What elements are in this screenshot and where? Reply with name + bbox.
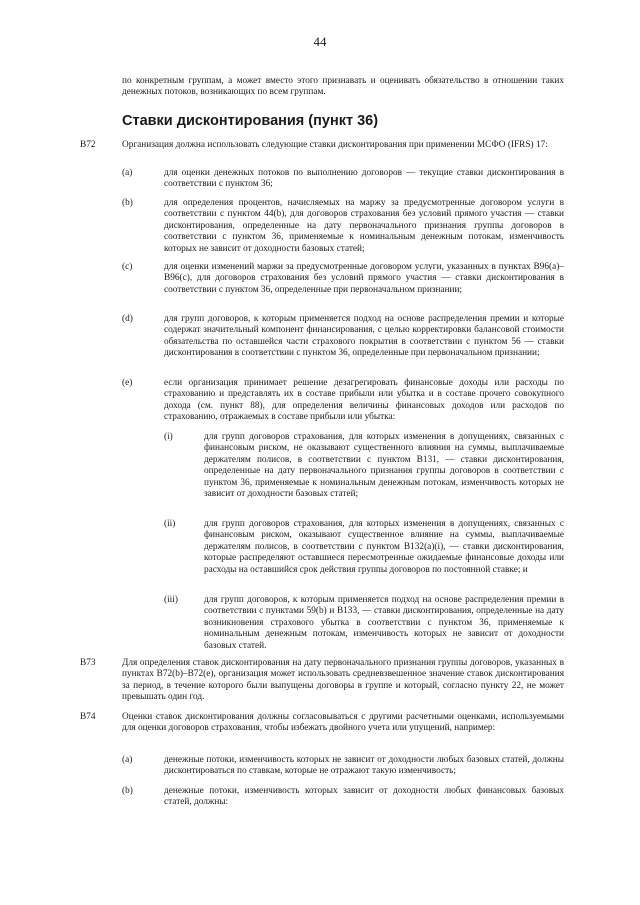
paragraph-text: Оценки ставок дисконтирования должны согласовываться с другими расчетными оценками, используемыми для оценки договоров страхования, чтобы избежать двойного учета или упущений, например:: [122, 712, 564, 734]
subitem-text: для групп договоров, к которым применяется подход на основе распределения премии в соответствии с пунктами 59(b) и B133, — ставки дисконтирования, определенные на дату возникновения страхового убытка в соответствии с пунктом 36, применяемые к номинальным денежным потокам, изменчивость которых не зависит от доходности базовых статей.: [204, 595, 564, 651]
item-text: для оценки изменений маржи за предусмотренные договором услуги, указанных в пунктах B96(a)–B96(c), для договоров страхования без условий прямого участия — ставки дисконтирования в соответствии с пунктом 36, определенные при первоначальном признании;: [164, 262, 564, 295]
paragraph-text: Организация должна использовать следующие ставки дисконтирования при применении МСФО (IFRS) 17:: [122, 140, 548, 150]
subitem-label: (ii): [164, 519, 176, 529]
section-heading: Ставки дисконтирования (пункт 36): [122, 113, 379, 129]
paragraph-text: Для определения ставок дисконтирования на дату первоначального признания группы договоров, указанных в пунктах B72(b)–B72(e), организация может использовать средневзвешенное значение ставок дисконтирования за период, в течение которого были выпущены договоры в группе и который, согласно пункту 22, не может превышать один год.: [122, 658, 564, 703]
page-number: 44: [313, 34, 327, 49]
paragraph-id: B74: [80, 712, 96, 722]
item-text: для оценки денежных потоков по выполнению договоров — текущие ставки дисконтирования в соответствии с пунктом 36;: [164, 168, 564, 190]
subitem-text: для групп договоров страхования, для которых изменения в допущениях, связанных с финансовым риском, не оказывают существенного влияния на суммы, выплачиваемые держателям полисов, в соответствии с пунктом B131, — ставки дисконтирования, определенные на дату первоначального признания группы договоров в соответствии с пунктом 36, применяемые к номинальным денежным потокам, изменчивость которых не зависит от доходности базовых статей;: [204, 432, 564, 500]
item-text: денежные потоки, изменчивость которых зависит от доходности любых финансовых базовых статей, должны:: [164, 786, 564, 808]
item-text: если организация принимает решение дезагрегировать финансовые доходы или расходы по страхованию и представлять их в составе прибыли или убытка и в составе прочего совокупного дохода (см. пункт 88), для определения величины финансовых доходов или расходов по страхованию, отражаемых в составе прибыли или убытка:: [164, 378, 564, 423]
item-text: для групп договоров, к которым применяется подход на основе распределения премии и которые содержат значительный компонент финансирования, с целью корректировки балансовой стоимости обязательства по оставшейся части страхового покрытия в соответствии с пунктом 56 — ставки дисконтирования в соответствии с пунктом 36, определенные при первоначальном признании;: [164, 314, 564, 359]
item-label: (a): [122, 755, 133, 765]
item-label: (b): [122, 198, 133, 208]
item-text: для определения процентов, начисляемых на маржу за предусмотренные договором услуги в соответствии с пунктом 44(b), для договоров страхования без условий прямого участия — ставки дисконтирования, определенные на дату первоначального признания группы договоров в соответствии с пунктом 36, применяемые к номинальным денежным потокам, изменчивость которых не зависит от доходности базовых статей;: [164, 198, 564, 254]
subitem-label: (iii): [164, 595, 178, 605]
item-label: (d): [122, 314, 133, 324]
item-label: (c): [122, 262, 133, 272]
intro-paragraph: по конкретным группам, а может вместо этого признавать и оценивать обязательство в отношении таких денежных потоков, возникающих по всем группам.: [122, 76, 564, 98]
item-label: (b): [122, 786, 133, 796]
paragraph-id: B72: [80, 140, 96, 150]
item-text: денежные потоки, изменчивость которых не зависит от доходности любых базовых статей, должны дисконтироваться по ставкам, которые не отражают такую изменчивость;: [164, 755, 564, 777]
item-label: (a): [122, 168, 133, 178]
paragraph-id: B73: [80, 658, 96, 668]
item-label: (e): [122, 378, 133, 388]
subitem-label: (i): [164, 432, 173, 442]
subitem-text: для групп договоров страхования, для которых изменения в допущениях, связанных с финансовым риском, оказывают существенное влияние на суммы, выплачиваемые держателям полисов, в соответствии с пунктом B132(a)(i), — ставки дисконтирования, которые распределяют оставшиеся пересмотренные ожидаемые финансовые доходы или расходы на оставшийся срок действия группы договоров по постоянной ставке; и: [204, 519, 564, 575]
